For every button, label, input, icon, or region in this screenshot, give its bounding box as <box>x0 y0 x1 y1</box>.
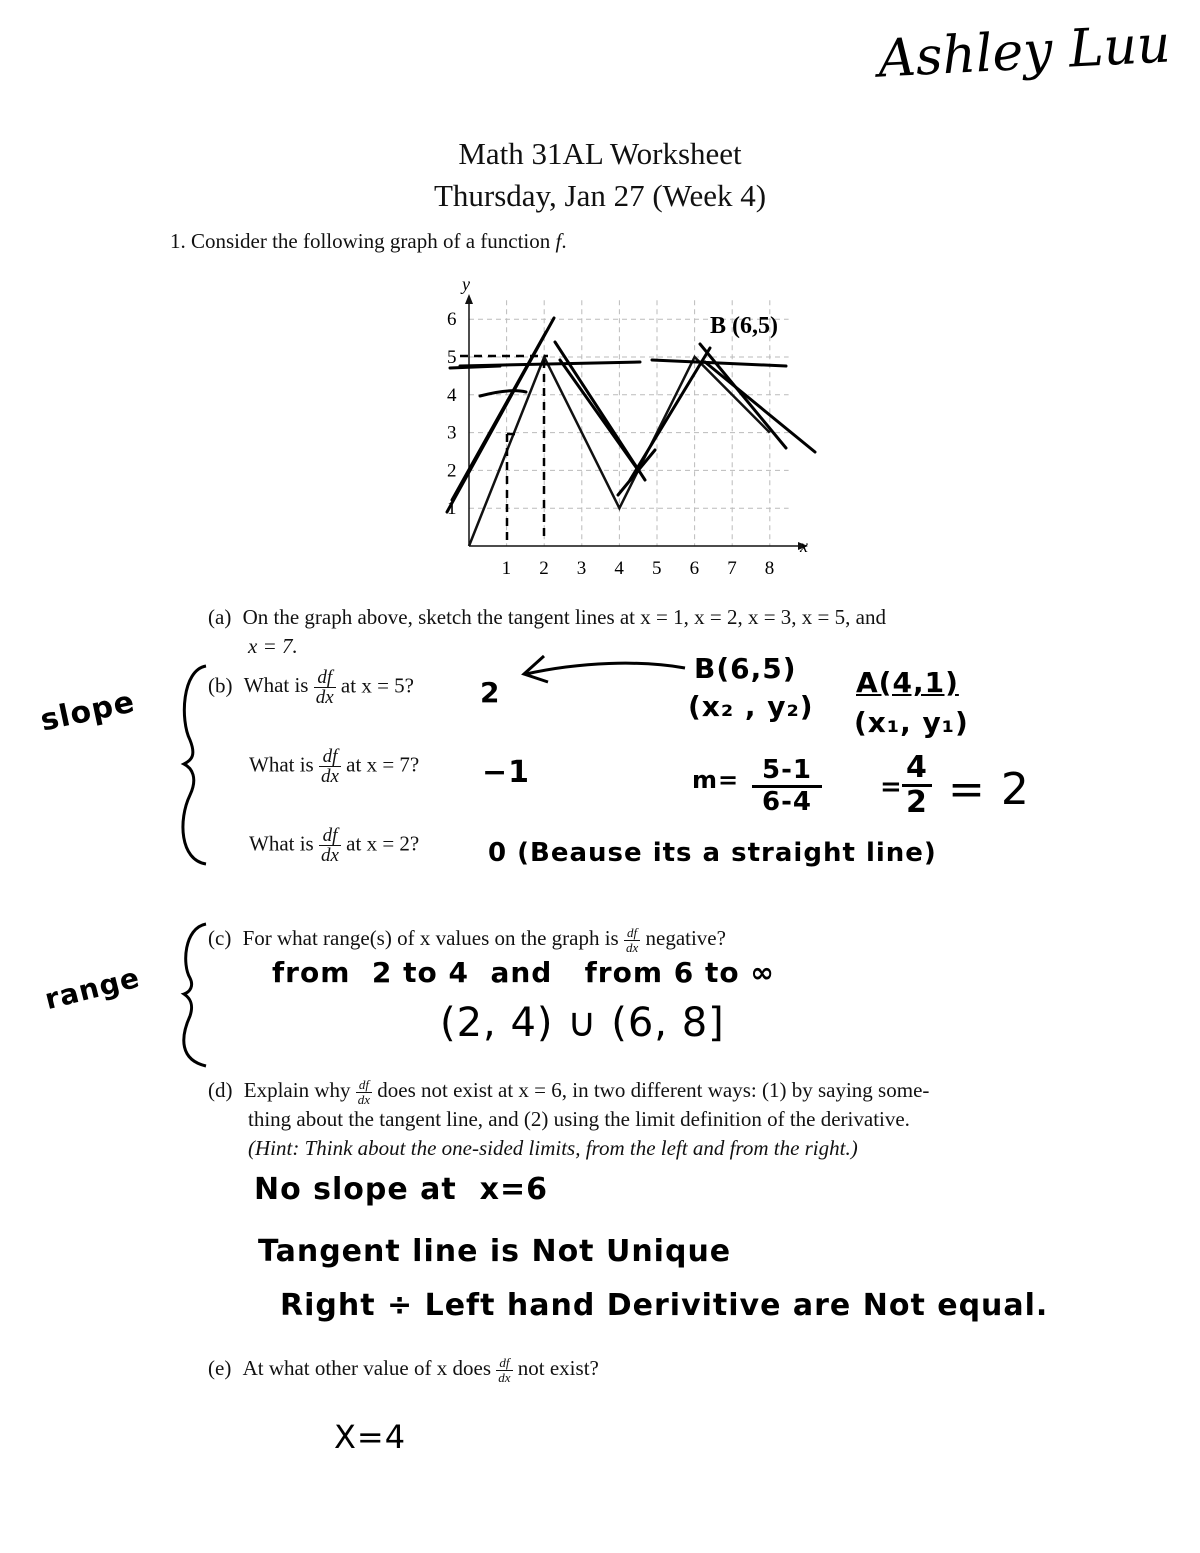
side-work-slope-den: 6-4 <box>762 786 812 817</box>
part-e-label: (e) <box>208 1356 232 1380</box>
part-d-answer3: Right ÷ Left hand Derivitive are Not equal. <box>280 1288 1049 1323</box>
function-graph <box>420 270 840 590</box>
part-d-answer2: Tangent line is Not Unique <box>258 1234 732 1269</box>
side-work-fraction2 <box>902 752 932 818</box>
side-work-slope-fraction <box>752 756 822 816</box>
signature: Ashley Luu <box>876 14 1172 90</box>
y-axis-label: y <box>462 274 470 294</box>
part-b-q1 <box>208 668 414 707</box>
part-b-q2-suffix: at x = 7? <box>346 752 420 777</box>
x-tick-label-7: 7 <box>727 558 737 579</box>
side-work-eq2: = 2 <box>948 764 1030 815</box>
part-c <box>208 926 726 954</box>
part-c-q-before: For what range(s) of x values on the graph is <box>242 926 619 950</box>
part-b-q3-prefix: What is <box>249 831 314 856</box>
part-e <box>208 1356 599 1384</box>
part-d-answer1: No slope at x=6 <box>254 1172 549 1207</box>
side-work-pointB-coords: (x₂ , y₂) <box>688 690 814 723</box>
part-d-q-before: Explain why <box>243 1078 351 1102</box>
part-b-q3 <box>249 826 419 865</box>
side-work-num2: 4 <box>902 752 932 787</box>
side-work-slope-num: 5-1 <box>752 756 822 788</box>
part-b-answer2: −1 <box>482 755 531 790</box>
y-tick-label-2: 2 <box>447 460 457 482</box>
x-tick-label-8: 8 <box>764 558 775 579</box>
tangent-sketch-x7b <box>705 362 815 452</box>
part-c-label: (c) <box>208 926 232 950</box>
part-b-q2-prefix: What is <box>249 752 314 777</box>
x-tick-label-5: 5 <box>652 558 662 579</box>
x-tick-labels <box>502 558 775 579</box>
part-d-label: (d) <box>208 1078 233 1102</box>
side-work-slope-label: m= <box>692 766 740 794</box>
tangent-sketch-x5 <box>630 348 710 480</box>
tangent-sketch-x4 <box>618 450 655 495</box>
side-work-pointA-coords: (x₁, y₁) <box>854 706 969 739</box>
x-tick-label-1: 1 <box>501 558 512 579</box>
problem-number: 1. <box>170 229 186 253</box>
page-subtitle: Thursday, Jan 27 (Week 4) <box>433 178 767 213</box>
side-work-pointA: A(4,1) <box>856 666 959 699</box>
point-B-annotation: B (6,5) <box>710 313 778 339</box>
problem-prompt-var: f <box>555 229 562 253</box>
part-b-q2-fraction: $\frac{df}{dx}$ <box>320 746 339 787</box>
y-tick-label-5: 5 <box>447 347 457 368</box>
y-tick-label-6: 6 <box>447 309 457 331</box>
part-d-line2: thing about the tangent line, and (2) using the limit definition of the derivative. <box>248 1107 910 1131</box>
part-c-fraction: $\frac{df}{dx}$ <box>625 925 639 956</box>
part-e-fraction: $\frac{df}{dx}$ <box>498 1355 511 1386</box>
part-d-q-line1-after: does not exist at x = 6, in two different ways: (1) by saying some- <box>377 1078 930 1102</box>
brace-b <box>172 660 212 870</box>
part-d-fraction: $\frac{df}{dx}$ <box>357 1077 371 1108</box>
part-c-q-after: negative? <box>645 926 726 950</box>
brace-c <box>172 920 212 1070</box>
part-b-q2 <box>249 747 419 786</box>
part-b-answer3: 0 (Beause its a straight line) <box>488 838 937 868</box>
problem-prompt-text: Consider the following graph of a function <box>191 229 551 253</box>
side-work-pointB: B(6,5) <box>694 652 797 685</box>
problem-prompt: 1. Consider the following graph of a function f. <box>170 229 567 253</box>
y-tick-label-1: 1 <box>447 498 457 520</box>
margin-note-range: range <box>41 960 144 1017</box>
part-a <box>208 605 886 630</box>
side-work-den2: 2 <box>906 784 928 820</box>
arrow-to-answer <box>510 648 690 688</box>
y-tick-label-4: 4 <box>447 384 457 406</box>
part-c-answer1: from 2 to 4 and from 6 to ∞ <box>272 956 775 989</box>
x-tick-label-3: 3 <box>576 558 587 579</box>
part-e-q-before: At what other value of x does <box>242 1356 491 1380</box>
margin-note-slope: slope <box>37 684 139 739</box>
part-e-q-after: not exist? <box>517 1356 599 1380</box>
part-c-answer2: (2, 4) ∪ (6, 8] <box>440 1000 725 1046</box>
part-b-q3-suffix: at x = 2? <box>346 831 420 856</box>
y-axis-arrow <box>465 294 473 304</box>
tangent-sketch-x2b <box>450 366 500 368</box>
part-d-hint: (Hint: Think about the one-sided limits, from the left and from the right.) <box>248 1136 858 1160</box>
side-work-eq1: = <box>880 772 903 802</box>
part-a-line1: On the graph above, sketch the tangent lines at x = 1, x = 2, x = 3, x = 5, and <box>242 605 886 629</box>
x-axis-label: x <box>800 536 808 556</box>
y-tick-labels <box>447 309 457 519</box>
part-a-line2: x = 7. <box>248 634 298 658</box>
x-tick-label-2: 2 <box>539 558 549 579</box>
part-b-answer1: 2 <box>480 676 501 709</box>
part-e-answer: X=4 <box>334 1418 407 1456</box>
part-b-q3-fraction: $\frac{df}{dx}$ <box>320 825 339 866</box>
page-title: Math 31AL Worksheet <box>458 136 742 171</box>
part-b-q1-prefix: What is <box>243 673 309 698</box>
part-b-q1-suffix: at x = 5? <box>340 673 414 698</box>
hand-curve-top <box>480 391 526 396</box>
y-tick-label-3: 3 <box>447 422 457 444</box>
part-b-label: (b) <box>208 673 233 698</box>
part-b-q1-fraction: $\frac{df}{dx}$ <box>315 667 334 708</box>
x-tick-label-6: 6 <box>689 558 700 579</box>
part-d-line1 <box>208 1078 929 1106</box>
x-tick-label-4: 4 <box>614 558 624 579</box>
part-a-label: (a) <box>208 605 232 629</box>
